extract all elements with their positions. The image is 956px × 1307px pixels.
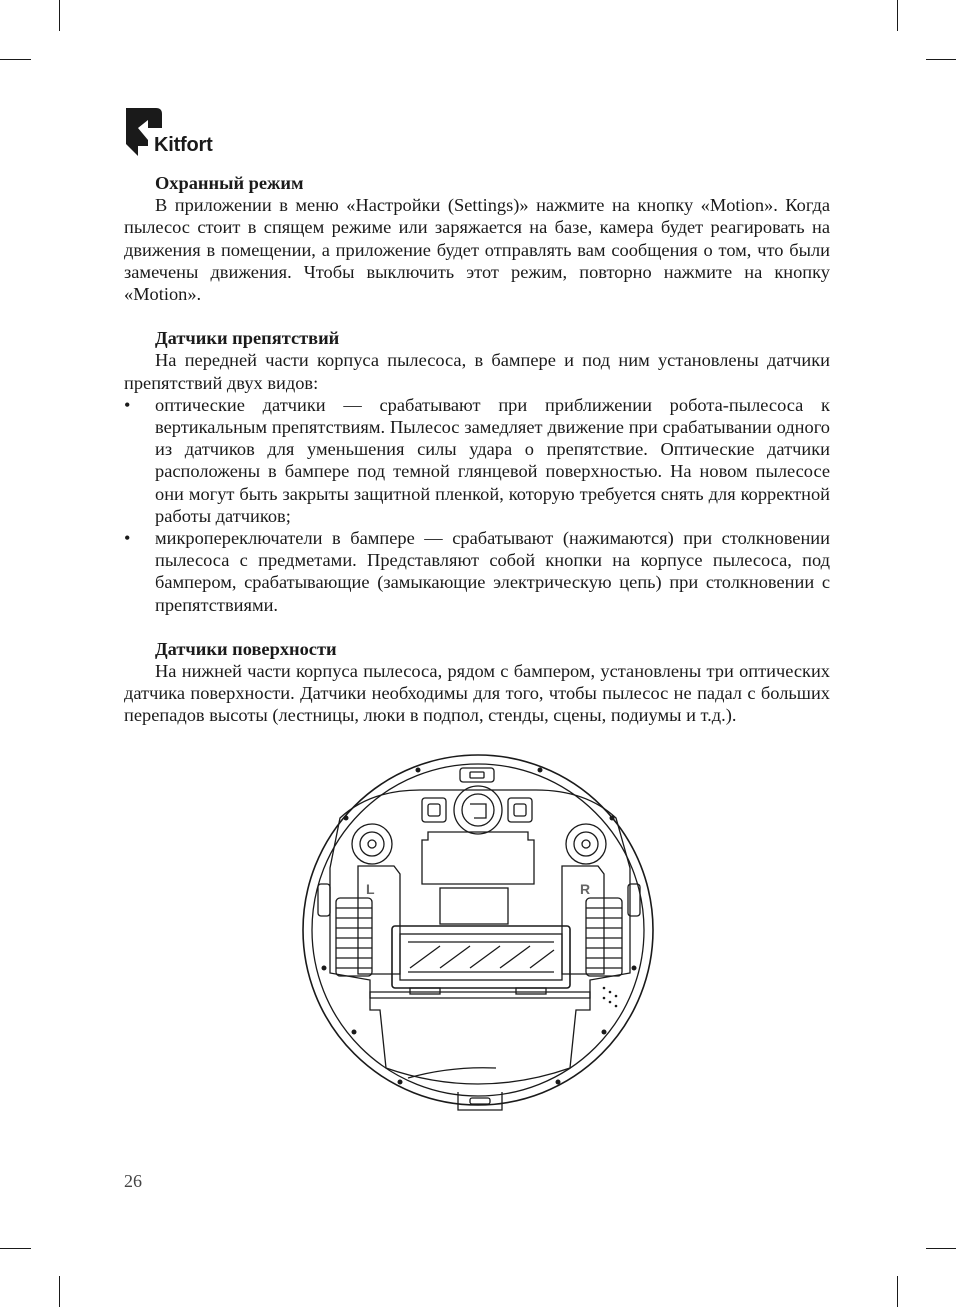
crop-mark-top-right-h <box>926 59 956 60</box>
left-wheel-label: L <box>366 881 375 897</box>
page-number: 26 <box>124 1171 142 1191</box>
crop-mark-top-left-h <box>0 59 31 60</box>
page-content <box>124 172 830 727</box>
list-item <box>124 394 830 527</box>
obstacle-sensors-list <box>124 394 830 616</box>
section-title-security-mode: Охранный режим <box>155 173 304 193</box>
crop-mark-top-right <box>897 0 898 31</box>
security-mode-paragraph: В приложении в меню «Настройки (Settings)» нажмите на кнопку «Motion». Когда пылесос стоит в спящем режиме или заряжается на базе, камера будет реагировать на движения в помещении, а приложение будет отправлять вам сообщения о том, что были замечены движения. Чтобы выключить этот режим, повторно нажмите на кнопку «Motion». <box>124 195 830 305</box>
list-item <box>124 527 830 616</box>
robot-vacuum-bottom-illustration <box>300 748 660 1116</box>
kitfort-logo <box>124 106 234 162</box>
bullet-icon: • <box>124 528 131 549</box>
surface-sensors-paragraph: На нижней части корпуса пылесоса, рядом с бампером, установлены три оптических датчика поверхности. Датчики необходимы для того, чтобы пылесос не падал с больших перепадов высоты (лестницы, люки в подпол, стенды, сцены, подиумы и т.д.). <box>124 661 830 726</box>
crop-mark-bottom-right-h <box>926 1248 956 1249</box>
crop-mark-top-left <box>59 0 60 31</box>
bullet-icon: • <box>124 394 131 415</box>
brand-name: Kitfort <box>154 134 213 156</box>
section-title-obstacle-sensors: Датчики препятствий <box>155 328 340 349</box>
list-item-text: микропереключатели в бампере — срабатывают (нажимаются) при столкновении пылесоса с предметами. Представляют собой кнопки на корпусе пылесоса, под бампером, срабатывающие (замыкающие электрическую цепь) при столкновении с препятствиями. <box>155 528 830 615</box>
crop-mark-bottom-left-h <box>0 1248 31 1249</box>
obstacle-sensors-intro: На передней части корпуса пылесоса, в бампере и под ним установлены датчики препятствий двух видов: <box>124 350 830 393</box>
crop-mark-bottom-left <box>59 1276 60 1307</box>
right-wheel-label: R <box>580 881 591 897</box>
section-title-surface-sensors: Датчики поверхности <box>155 638 337 659</box>
list-item-text: оптические датчики — срабатывают при приближении робота-пылесоса к вертикальным препятствиям. Пылесос замедляет движение при срабатывании одного из датчиков для уменьшения силы удара о препятствие. Оптические датчики расположены в бампере под темной глянцевой поверхностью. На новом пылесосе они могут быть закрыты защитной пленкой, которую требуется снять для корректной работы датчиков; <box>155 394 830 526</box>
crop-mark-bottom-right <box>897 1276 898 1307</box>
